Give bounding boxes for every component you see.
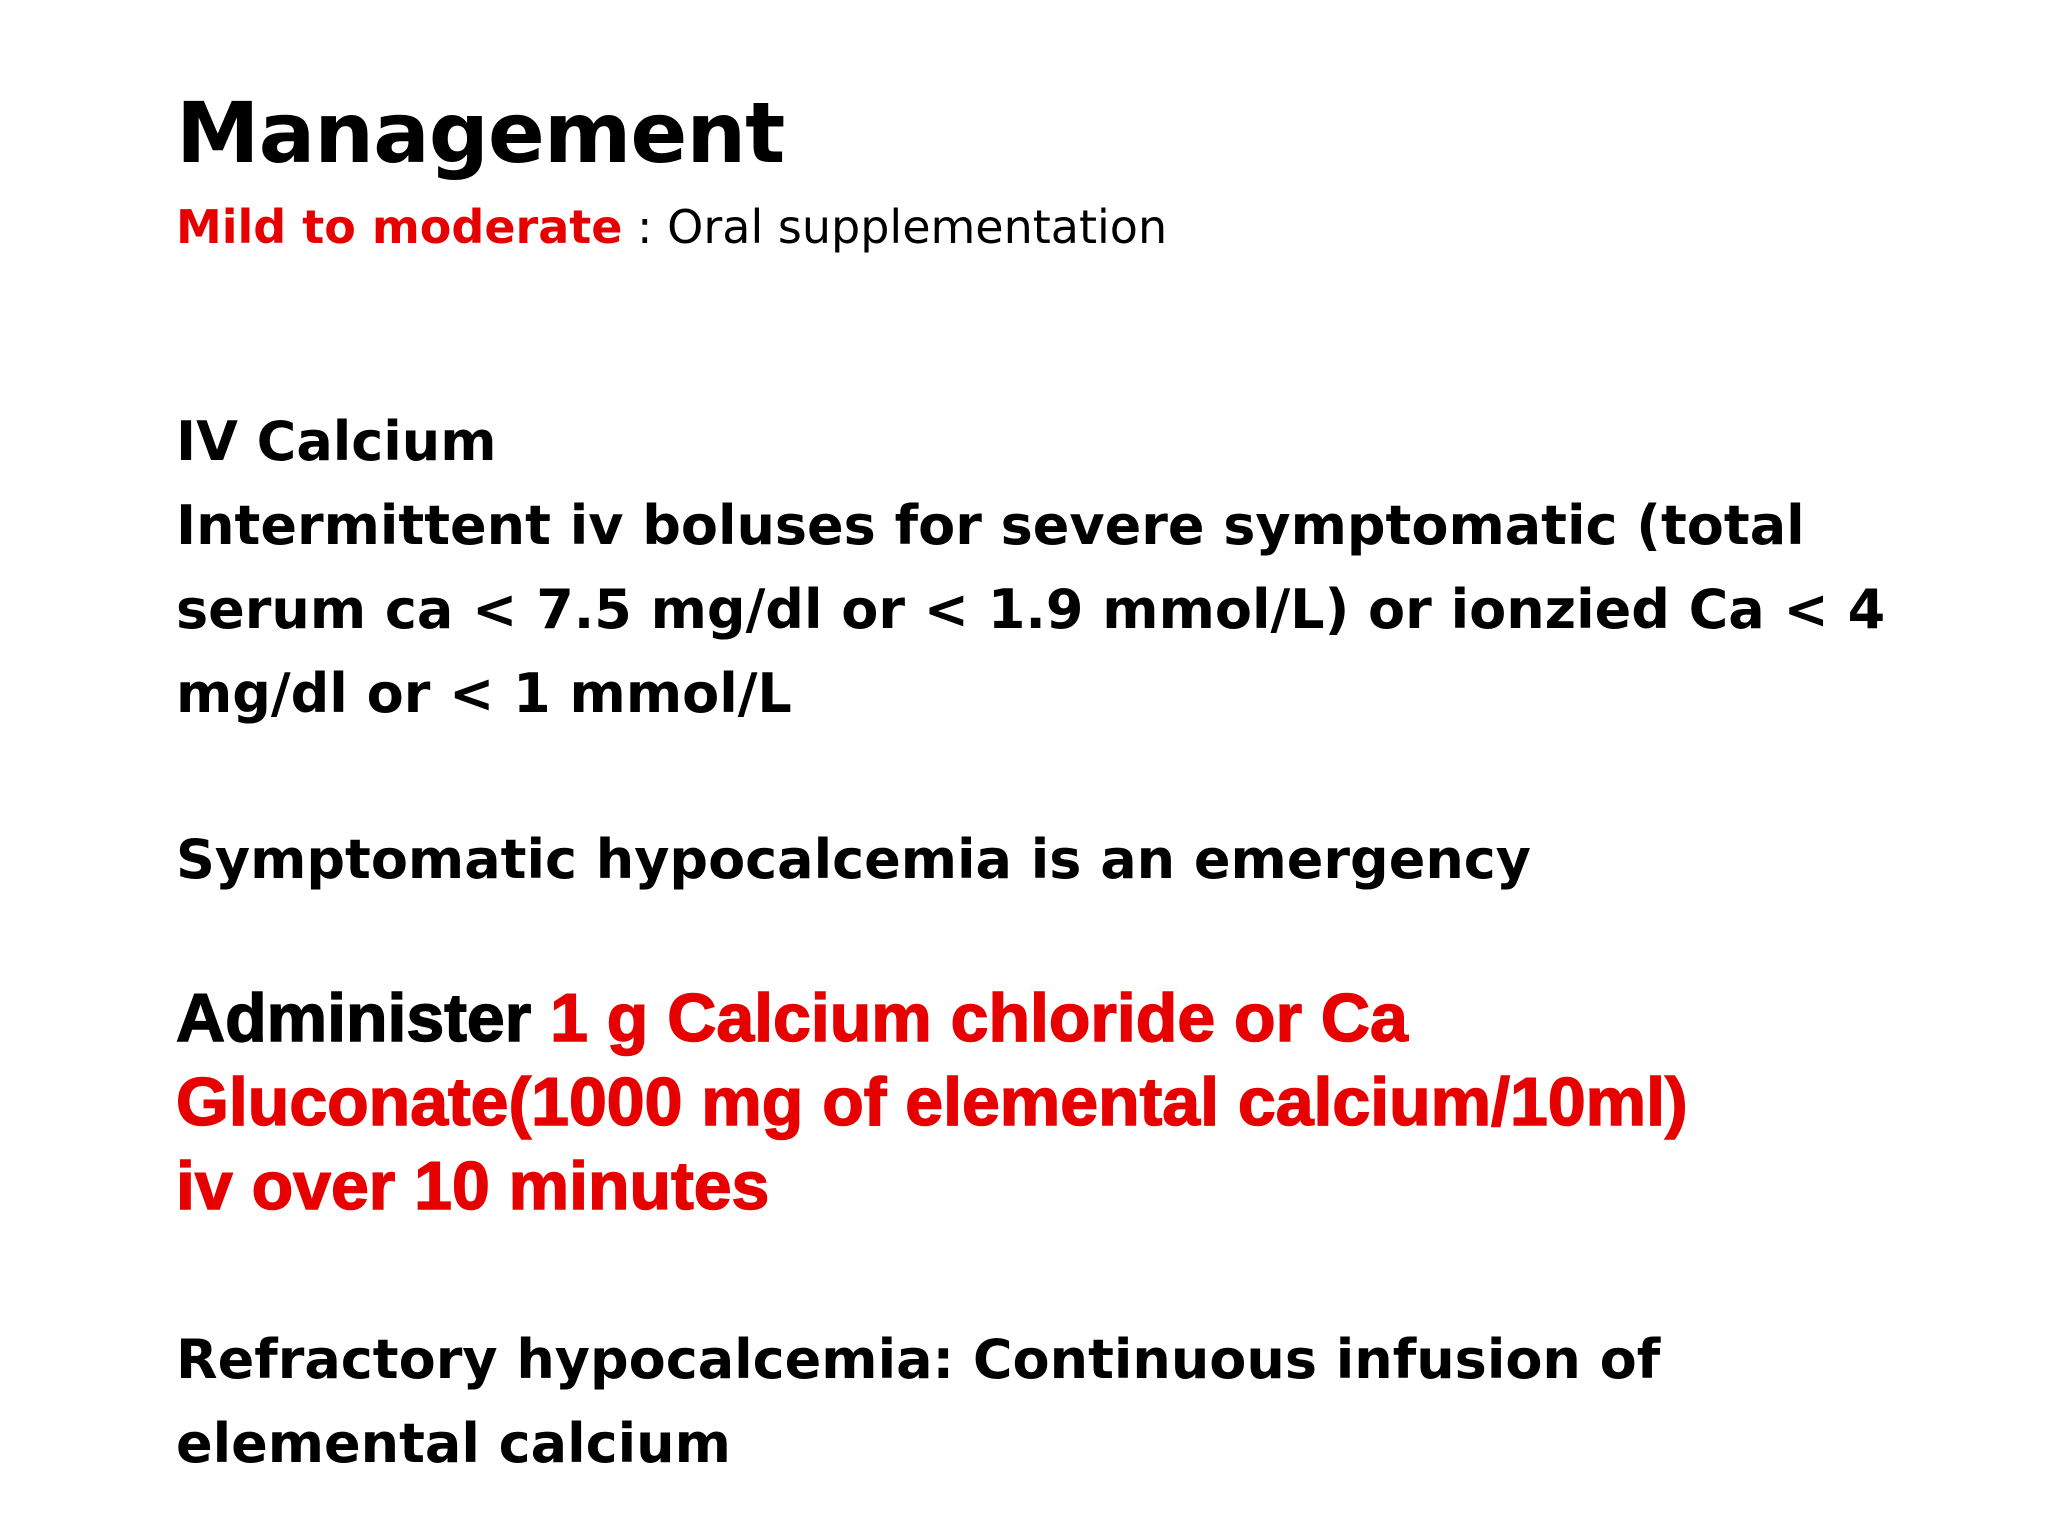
administer-instruction <box>176 976 1736 1228</box>
subtitle-line <box>176 200 1167 254</box>
subtitle-highlight: Mild to moderate <box>176 200 623 254</box>
iv-bolus-criteria: Intermittent iv boluses for severe symptomatic (total serum ca < 7.5 mg/dl or < 1.9 mmol/L) or ionzied Ca < 4 mg/dl or < 1 mmol/L <box>176 494 1886 725</box>
administer-lead: Administer <box>176 980 551 1056</box>
slide-title: Management <box>176 84 785 182</box>
iv-calcium-heading: IV Calcium <box>176 410 497 473</box>
administer-dose: 1 g Calcium chloride or Ca Gluconate(1000 mg of elemental calcium/10ml) iv over 10 minutes <box>176 980 1688 1224</box>
refractory-statement: Refractory hypocalcemia: Continuous infusion of elemental calcium <box>176 1328 1661 1475</box>
emergency-statement: Symptomatic hypocalcemia is an emergency <box>176 828 1531 891</box>
subtitle-rest: : Oral supplementation <box>622 200 1168 254</box>
